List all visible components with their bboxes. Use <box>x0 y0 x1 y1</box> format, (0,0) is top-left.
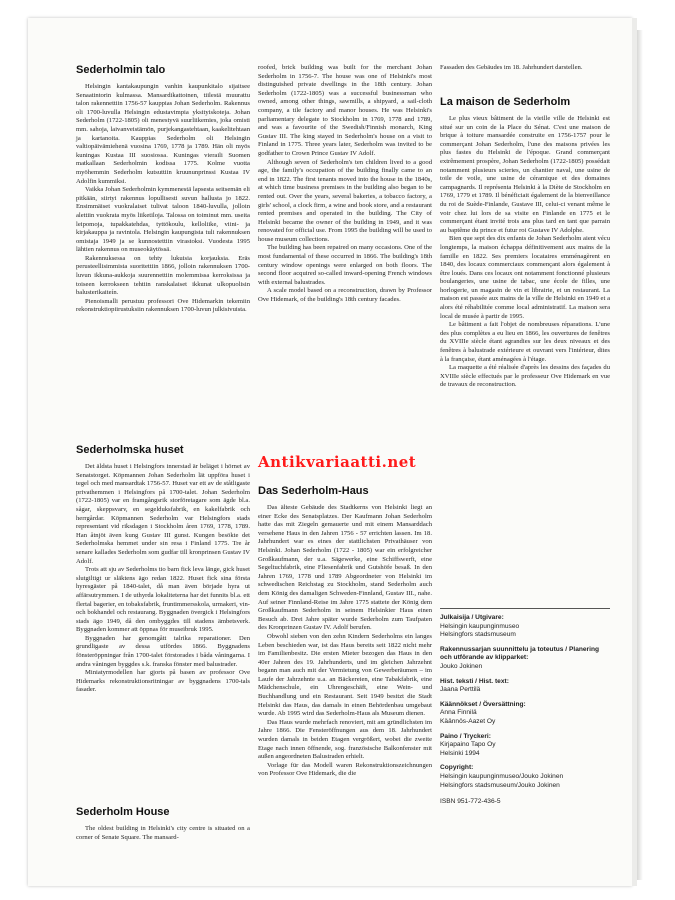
divider <box>440 608 610 609</box>
german-section <box>258 485 432 779</box>
credit-line: Jaana Perttilä <box>440 686 481 694</box>
credit-block <box>440 764 610 790</box>
credit-block <box>440 614 610 640</box>
swedish-section <box>76 444 250 695</box>
german-title: Das Sederholm-Haus <box>258 485 369 497</box>
credit-line: Helsingfors stadsmuseum <box>440 631 516 639</box>
swedish-paragraph: Miniatyrmodellen har gjorts på basen av professor Ove Hidemarks rekonstruktionsritningar av byggnadens 1700-tals fasader. <box>76 669 250 694</box>
credits <box>440 614 610 813</box>
credit-line: Anna Finnilä <box>440 709 477 717</box>
swedish-title: Sederholmska huset <box>76 444 184 456</box>
credit-block <box>440 646 610 672</box>
swedish-paragraph: Trots att sju av Sederholms tio barn fick leva länge, gick huset slutgiltigt ur släktens ägo redan 1822. Huset fick sina första hyresgäster på 1840-talet, då man även började hyra ut affärsutrymmen. I de uthyrda lokaliteterna har det funnits bl.a. ett flertal bagerier, en tobaksfabrik, fruntimmersskola, urmakeri, vin- och bokhandel och restaurang. Byggnaden övergick i Helsingfors stads ägo 1949, då den ombyggdes till stadens ämbetsverk. Byggnaden kommer att öppnas för museibruk 1995. <box>76 566 250 634</box>
swedish-paragraph: Byggnaden har genomgått talrika reparationer. Den grundligaste av dessa utfördes 1866. Byggnadens fönsteröppningar från 1700-talet förstorades i båda våningarna. I andra våningen byggdes s.k. franska fönster med balustrader. <box>76 634 250 668</box>
finnish-paragraph: Vaikka Johan Sederholmin kymmenestä lapsesta seitsemän eli pitkään, siirtyi rakennus lopullisesti suvun hallusta jo 1822. Ensimmäiset vuokralaiset tulivat taloon 1840-luvulla, jolloin alettiin vuokrata myös liiketiloja. Talossa on toiminut mm. useita leipomoja, tupakkatehdas, tyttökoulu, kelloliike, viini- ja kirjakauppa ja ravintola. Helsingin kaupungista tuli rakennuksen omistaja 1949 ja se kunnostettiin virastoksi. Vuodesta 1995 lähtien rakennus on museokäytössä. <box>76 186 250 254</box>
credit-line: Jouko Jokinen <box>440 662 483 670</box>
english-section-start <box>76 806 250 842</box>
finnish-section <box>76 64 250 315</box>
finnish-paragraph: Rakennuksessa on tehty lukuisia korjauksia. Eräs perusteellisimmista suoritettiin 1866, jolloin rakennuksen 1700-luvun ikkuna-aukkoja suurennettiin molemmissa kerroksissa ja toiseen kerrokseen tehtiin ranskalaiset ikkunat ulkopuolisin balusterikaiteín. <box>76 254 250 297</box>
credit-line: Kirjapaino Tapo Oy <box>440 741 496 749</box>
english-paragraph: A scale model based on a reconstruction, drawn by Professor Ove Hidemark, of the building's 18th century facades. <box>258 287 432 304</box>
english-title: Sederholm House <box>76 806 170 818</box>
german-paragraph: Fassaden des Gebäudes im 18. Jahrhundert darstellen. <box>440 64 583 71</box>
finnish-paragraph: Helsingin kantakaupungin vanhin kaupunkitalo sijaitsee Senaatintorin kulmassa. Mansardikattoinen, tiilestä muurattu talon rakennettiin 1756-57 kauppias Johan Sederholm. Rakennus oli 1700-luvulla Helsingin edustavimpia yksityiskoteja. Johan Sederholm (1722-1805) oli menestyvä suurliikemies, joka omisti mm. sahoja, laivanveistämön, purjekangastehtaan, kaakelitehtaan ja kartanoita. Kauppias Sederholm oli Helsingin valtiopäivämiehenä vuosina 1769, 1778 ja 1789. Hän oli myös kuningas Kustaa III suosiossa. Kuningas vieraili Suomen matkallaan Sederholmin kodissa 1775. Kolme vuotta myöhemmin Sederholm kutsuttiin kruununprinssi Kustaa IV Adolfin kummiksi. <box>76 83 250 185</box>
credit-label: Rakennussarjan suunnittelu ja toteutus / Planering och utförande av klipparket: <box>440 645 600 662</box>
french-paragraph: La maquette a été réalisée d'après les dessins des façades du XVIIIe siècle effectués par le professeur Ove Hidemark en vue de travaux de reconstruction. <box>440 364 610 389</box>
page-shadow <box>637 30 643 880</box>
french-section <box>440 96 610 390</box>
english-paragraph: The oldest building in Helsinki's city centre is situated on a corner of Senate Square. The mansard- <box>76 825 250 841</box>
english-section-continued <box>258 64 432 305</box>
isbn-block <box>440 798 610 807</box>
credit-line: Helsinki 1994 <box>440 749 480 757</box>
french-paragraph: Le plus vieux bâtiment de la vieille ville de Helsinki est situé sur un coin de la Place du Sénat. C'est une maison de brique à toiture mansardée construite en 1756-1757 pour le commerçant Johan Sederholm, l'une des maisons privées les plus fastes du Helsinki de l'époque. Grand commerçant extrêmement prospère, Johan Sederholm (1722-1805) possédait notamment plusieurs scieries, un chantier naval, une usine de toile de voile, une usine de céramique et des domaines campagnards. Il représenta Helsinki à la Diète de Stockholm en 1769, 1779 et 1789. Il bénéficiait également de la bienveillance du roi de Suède-Finlande, Gustave III, celui-ci venant même le voir chez lui lors de sa visite en Finlande en 1775 et le commerçant étant invité trois ans plus tard en tant que parrain au baptême du prince et futur roi Gustave IV Adolphe. <box>440 115 610 234</box>
french-title: La maison de Sederholm <box>440 96 571 108</box>
swedish-paragraph: Det äldsta huset i Helsingfors innerstad är beläget i hörnet av Senatstorget. Köpmannen Johan Sederholm lät uppföra huset i tegel och med mansardtak 1756-57. Huset var ett av de ståtligaste privathemmen i Helsingfors på 1700-talet. Johan Sederholm (1722-1805) var en framgångsrik storföretagare som ägde bl.a. sågar, skeppsvarv, en segelduksfabrik, en kakelfabrik och herrgårdar. Köpmannen Sederholm var Helsingfors stads representant vid riksdagen i Stockholm åren 1769, 1778, 1789. Han åtnjöt även kung Gustav III gunst. Kungen besökte det Sederholmska hemmet under sin resa i Finland 1775. Tre år senare kallades Sederholm som gudfar till kronprinsen Gustav IV Adolf. <box>76 463 250 565</box>
french-paragraph: Le bâtiment a fait l'objet de nombreuses réparations. L'une des plus complètes a eu lieu en 1866, les ouvertures de fenêtres du XVIIIe siècle étant agrandies sur les deux niveaux et des fenêtres à balustrade extérieure et ouvrant vers l'intérieur, dites à la française, étant aménagées à l'étage. <box>440 321 610 363</box>
finnish-title: Sederholmin talo <box>76 64 166 76</box>
credit-line: Käännös-Aazet Oy <box>440 717 496 725</box>
german-section-continued <box>440 64 610 73</box>
credit-line: Helsingin kaupunginmuseo <box>440 622 520 630</box>
credit-label: Julkaisija / Utgivare: <box>440 614 504 621</box>
french-paragraph: Bien que sept des dix enfants de Johan Sederholm aient vécu longtemps, la maison échappa définitivement aux mains de la famille en 1822. Ses premiers locataires emménagèrent en 1840, des locaux commerciaux commençant alors également à être loués. Dans ces locaux ont notamment fonctionné plusieurs boulangeries, une usine de tabac, une école de filles, une horlogerie, un magasin de vin et librairie, et un restaurant. La maison est passée aux mains de la ville de Helsinki en 1949 et a alors été réhabilitée comme local administratif. La maison sera local de musée à partir de 1995. <box>440 235 610 320</box>
credit-label: Hist. teksti / Hist. text: <box>440 677 509 685</box>
finnish-paragraph: Pienoismalli perustuu professori Ove Hidemarkin tekemiin rekonstruktiopiirustuksiin rakennuksen 1700-luvun julkisivuista. <box>76 297 250 314</box>
credit-block <box>440 678 610 695</box>
credit-line: Helsingin kaupunginmuseo/Jouko Jokinen <box>440 772 564 780</box>
credit-block <box>440 733 610 759</box>
watermark-text: Antikvariaatti.net <box>258 453 417 471</box>
isbn: ISBN 951-772-436-5 <box>440 798 501 806</box>
german-paragraph: Das Haus wurde mehrfach renoviert, mit am gründlichsten im Jahre 1866. Die Fensteröffnungen aus dem 18. Jahrhundert wurden damals in beiden Etagen vergrößert, wobei die zweite Etage nach innen öffnende, sog. französische Balkonfenster mit außen angeordneten Balustraden erhielt. <box>258 718 432 761</box>
credit-label: Paino / Tryckeri: <box>440 732 491 740</box>
credit-block <box>440 701 610 727</box>
english-paragraph: roofed, brick building was built for the merchant Johan Sederholm in 1756-7. The house was one of Helsinki's most distinguished private dwellings in the 18th century. Johan Sederholm (1722-1805) was a successful businessman who owned, among other things, sawmills, a shipyard, a sail-cloth company, a tile factory and manor houses. He was Helsinki's parliamentary delegate to Stockholm in 1769, 1778 and 1789, and was a favourite of the Swedish/Finnish monarch, King Gustav III. The king stayed in Sederholm's house on a visit to Finland in 1775. Three years later, Sederholm was invited to be godfather to Crown Prince Gustav IV Adolf. <box>258 64 432 157</box>
credit-line: Helsingfors stadsmuseum/Jouko Jokinen <box>440 781 560 789</box>
german-paragraph: Vorlage für das Modell waren Rekonstruktionszeichnungen von Professor Ove Hidemark, die die <box>258 761 432 778</box>
english-paragraph: Although seven of Sederholm's ten children lived to a good age, the family's occupation of the building finally came to an end in 1822. The first tenants moved into the house in the 1840s, at which time business premises in the building also began to be rented out. Over the years, several bakeries, a tobacco factory, a girls' school, a clock firm, a wine and book store, and a restaurant rented premises and operated in the building. The City of Helsinki became the owner of the building in 1949, and it was renovated for official use. From 1995 the building will be used to house museum collections. <box>258 158 432 243</box>
credit-label: Käännökset / Översättning: <box>440 700 526 708</box>
english-paragraph: The building has been repaired on many occasions. One of the most fundamental of these occurred in 1866. The building's 18th century window openings were enlarged on both floors. The second floor acquired so-called inward-opening French windows with external balustrades. <box>258 244 432 286</box>
german-paragraph: Obwohl sieben von den zehn Kindern Sederholms ein langes Leben beschieden war, ist das Haus bereits seit 1822 nicht mehr im Familienbesitz. Die ersten Mieter bezogen das Haus in den 40er Jahren des 19. Jahrhunderts, und im gleichen Jahrzehnt begann man auch mit der Vermietung von Gewerberäumen – im Laufe der Jahrzehnte u.a. an Bäckereien, eine Tabakfabrik, eine Mädchenschule, ein Uhrengeschäft, eine Wein- und Buchhandlung und ein Restaurant. Seit 1949 besitzt die Stadt Helsinki das Haus, das damals in einen Behördenbau umgebaut wurde. Ab 1995 wird das Sederholm-Haus als Museum dienen. <box>258 632 432 718</box>
credit-label: Copyright: <box>440 764 474 772</box>
german-paragraph: Das älteste Gebäude des Stadtkerns von Helsinki liegt an einer Ecke des Senatsplatzes. Der Kaufmann Johan Sederholm hatte das mit Ziegeln gemauerte und mit einem Mansarddach versehene Haus in den Jahren 1756 - 57 errichten lassen. Im 18. Jahrhundert war es eines der stattlichsten Privathäuser von Helsinki. Johan Sederholm (1722 - 1805) war ein erfolgreicher Großkaufmann, der u.a. Sägewerke, eine Schiffswerft, eine Segeltuchfabrik, eine Fliesenfabrik und Gutshöfe besaß. In den Jahren 1769, 1778 und 1789 Abgeordneter von Helsinki im schwedischen Reichstag zu Stockholm, stand Sederholm auch dem König des damaligen Schweden-Finnland, Gustav III., nahe. Auf seiner Finnland-Reise im Jahre 1775 stattete der König dem Großkaufmann Sederholm in seinem Helsinkier Haus einen Besuch ab. Drei Jahre später wurde Sederholm zum Taufpaten des Kronprinzen Gustav IV. Adolf berufen. <box>258 504 432 632</box>
